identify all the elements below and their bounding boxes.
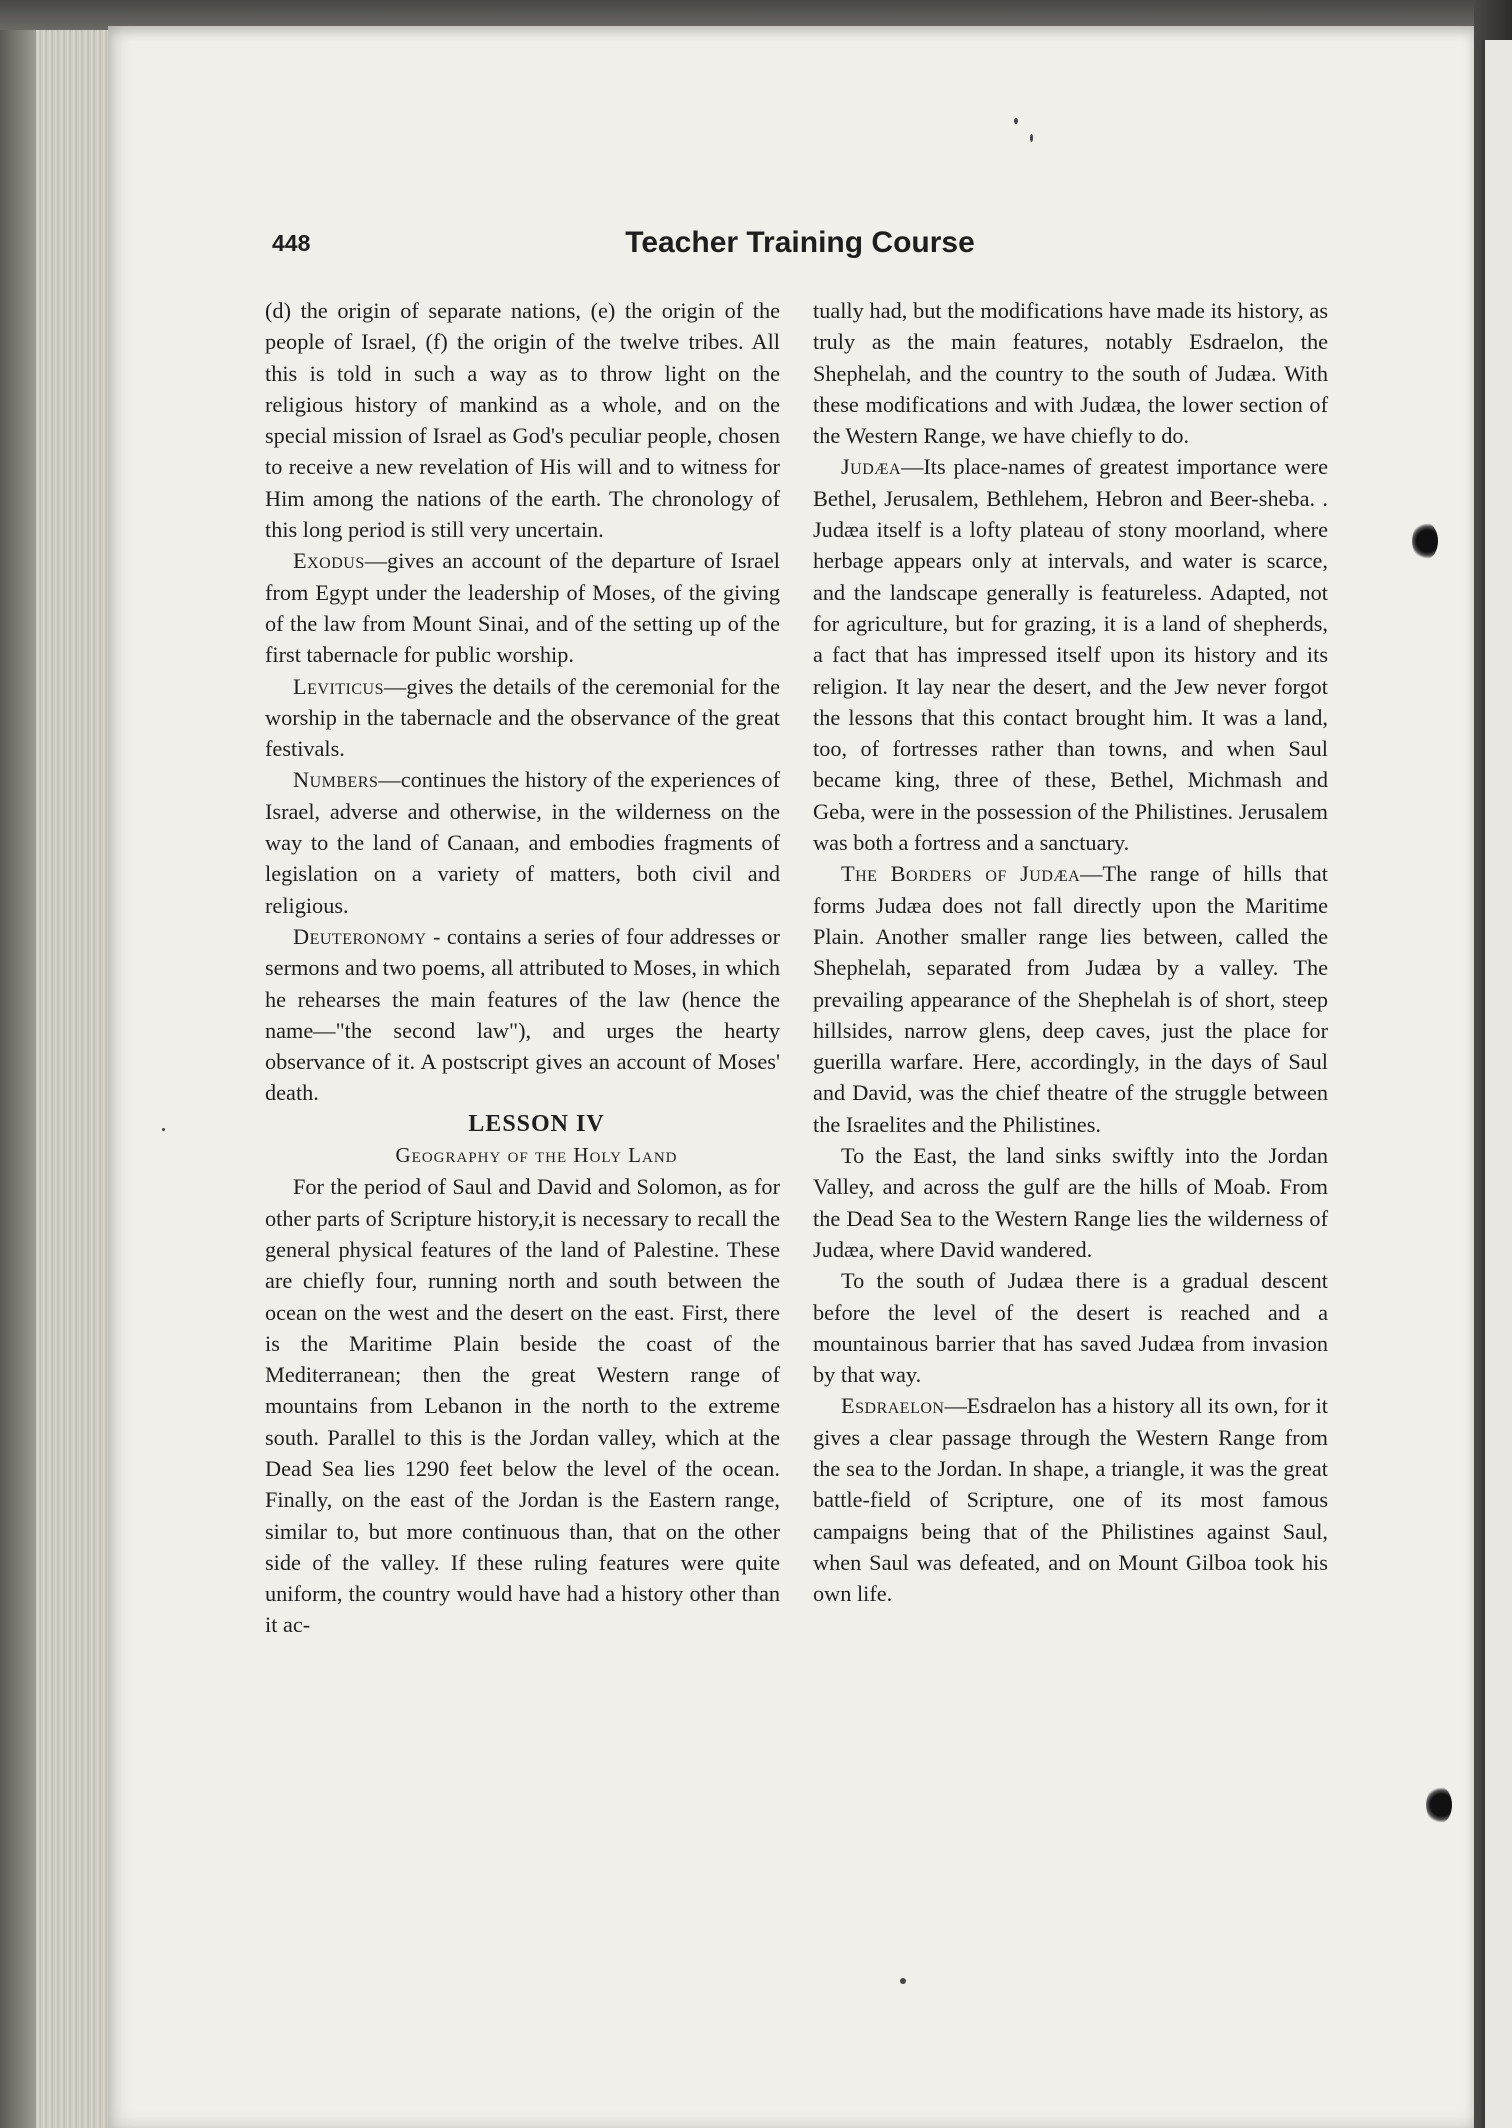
paragraph-east: To the East, the land sinks swiftly into the Jordan Valley, and across the gulf are the hills of Moab. From the Dead Sea to the Western Range lies the wilderness of Judæa, where David wandered. <box>813 1143 1328 1262</box>
right-column <box>813 295 1328 1609</box>
binding-hole <box>1426 1786 1452 1824</box>
term-esdraelon: Esdraelon <box>841 1393 945 1419</box>
text-esdraelon: —Esdraelon has a history all its own, for it gives a clear passage through the Western Range from the sea to the Jordan. In shape, a triangle, it was the great battle-field of Scripture, one of its most famous campaigns being that of the Philistines against Saul, when Saul was defeated, and on Mount Gilboa took his own life. <box>813 1393 1328 1607</box>
lesson-title: LESSON IV <box>468 1110 605 1137</box>
text-deuteronomy: - contains a series of four addresses or sermons and two poems, all attributed to Moses, in which he rehearses the main features of the law (hence the name—"the second law"), and urges the hearty observance of it. A postscript gives an account of Moses' death. <box>265 923 780 1106</box>
book-spine-shadow <box>0 30 36 2128</box>
paragraph-esdraelon <box>813 1390 1328 1609</box>
text-exodus: —gives an account of the departure of Israel from Egypt under the leadership of Moses, of the giving of the law from Mount Sinai, and of the setting up of the first tabernacle for public worship. <box>265 548 780 668</box>
ink-speck <box>900 1978 906 1984</box>
ink-speck <box>1030 134 1033 142</box>
next-page-edge <box>1482 40 1512 2128</box>
binding-hole <box>1412 522 1438 560</box>
paragraph-geography: For the period of Saul and David and Solomon, as for other parts of Scripture history,it is necessary to recall the general physical features of the land of Palestine. These are chiefly four, running north and south between the ocean on the west and the desert on the east. First, there is the Maritime Plain beside the coast of the Mediterranean; then the great Western range of mountains from Lebanon in the north to the extreme south. Parallel to this is the Jordan valley, which at the Dead Sea lies 1290 feet below the level of the ocean. Finally, on the east of the Jordan is the Eastern range, similar to, but more continuous than, that on the other side of the valley. If these ruling features were quite uniform, the country would have had a history other than it ac- <box>265 1174 780 1638</box>
paragraph-south: To the south of Judæa there is a gradual descent before the level of the desert is reached and a mountainous barrier that has saved Judæa from invasion by that way. <box>813 1268 1328 1388</box>
paragraph-borders <box>813 858 1328 1140</box>
term-exodus: Exodus <box>293 548 365 574</box>
term-deuteronomy: Deuteronomy <box>293 923 427 949</box>
paragraph-numbers <box>265 764 780 920</box>
paragraph-exodus <box>265 545 780 670</box>
term-leviticus: Leviticus <box>293 673 385 699</box>
paragraph-geography-continued: tually had, but the modifications have made its history, as truly as the main features, notably Esdraelon, the Shephelah, and the country to the south of Judæa. With these modifications and with Judæa, the lower section of the Western Range, we have chiefly to do. <box>813 298 1328 449</box>
term-numbers: Numbers <box>293 767 379 793</box>
paragraph-deuteronomy <box>265 921 780 1109</box>
text-leviticus: —gives the details of the ceremonial for the worship in the tabernacle and the observance of the great festivals. <box>265 673 780 762</box>
text-judaea: —Its place-names of greatest importance were Bethel, Jerusalem, Bethlehem, Hebron and Beer-sheba. . Judæa itself is a lofty plateau of stony moorland, where herbage appears only at intervals, and water is scarce, and the landscape generally is featureless. Adapted, not for agriculture, but for grazing, it is a land of shepherds, a fact that has impressed itself upon its history and its religion. It lay near the desert, and the Jew never forgot the lessons that this contact brought him. It was a land, too, of fortresses rather than towns, and when Saul became king, three of these, Bethel, Michmash and Geba, were in the possession of the Philistines. Jerusalem was both a fortress and a sanctuary. <box>813 454 1328 856</box>
paragraph-genesis-continued: (d) the origin of separate nations, (e) the origin of the people of Israel, (f) the origin of the twelve tribes. All this is told in such a way as to throw light on the religious history of mankind as a whole, and on the special mission of Israel as God's peculiar people, chosen to receive a new revelation of His will and to witness for Him among the nations of the earth. The chronology of this long period is still very uncertain. <box>265 298 780 543</box>
term-judaea: Judæa <box>841 454 902 480</box>
left-column <box>265 295 780 1641</box>
paragraph-leviticus <box>265 671 780 765</box>
ink-speck <box>1014 118 1018 124</box>
term-borders: The Borders of Judæa <box>841 861 1081 887</box>
ink-speck <box>162 1128 165 1131</box>
text-numbers: —continues the history of the experiences of Israel, adverse and otherwise, in the wilderness on the way to the land of Canaan, and embodies fragments of legislation on a variety of matters, both civil and religious. <box>265 767 780 918</box>
paragraph-judaea <box>813 451 1328 858</box>
text-borders: —The range of hills that forms Judæa does not fall directly upon the Maritime Plain. Another smaller range lies between, called the Shephelah, separated from Judæa by a valley. The prevailing appearance of the Shephelah is of short, steep hillsides, narrow glens, deep caves, just the place for guerilla warfare. Here, accordingly, in the days of Saul and David, was the chief theatre of the struggle between the Israelites and the Philistines. <box>813 861 1328 1137</box>
lesson-subtitle: Geography of the Holy Land <box>395 1143 678 1168</box>
running-head: Teacher Training Course <box>625 226 975 259</box>
page-number: 448 <box>272 230 311 256</box>
